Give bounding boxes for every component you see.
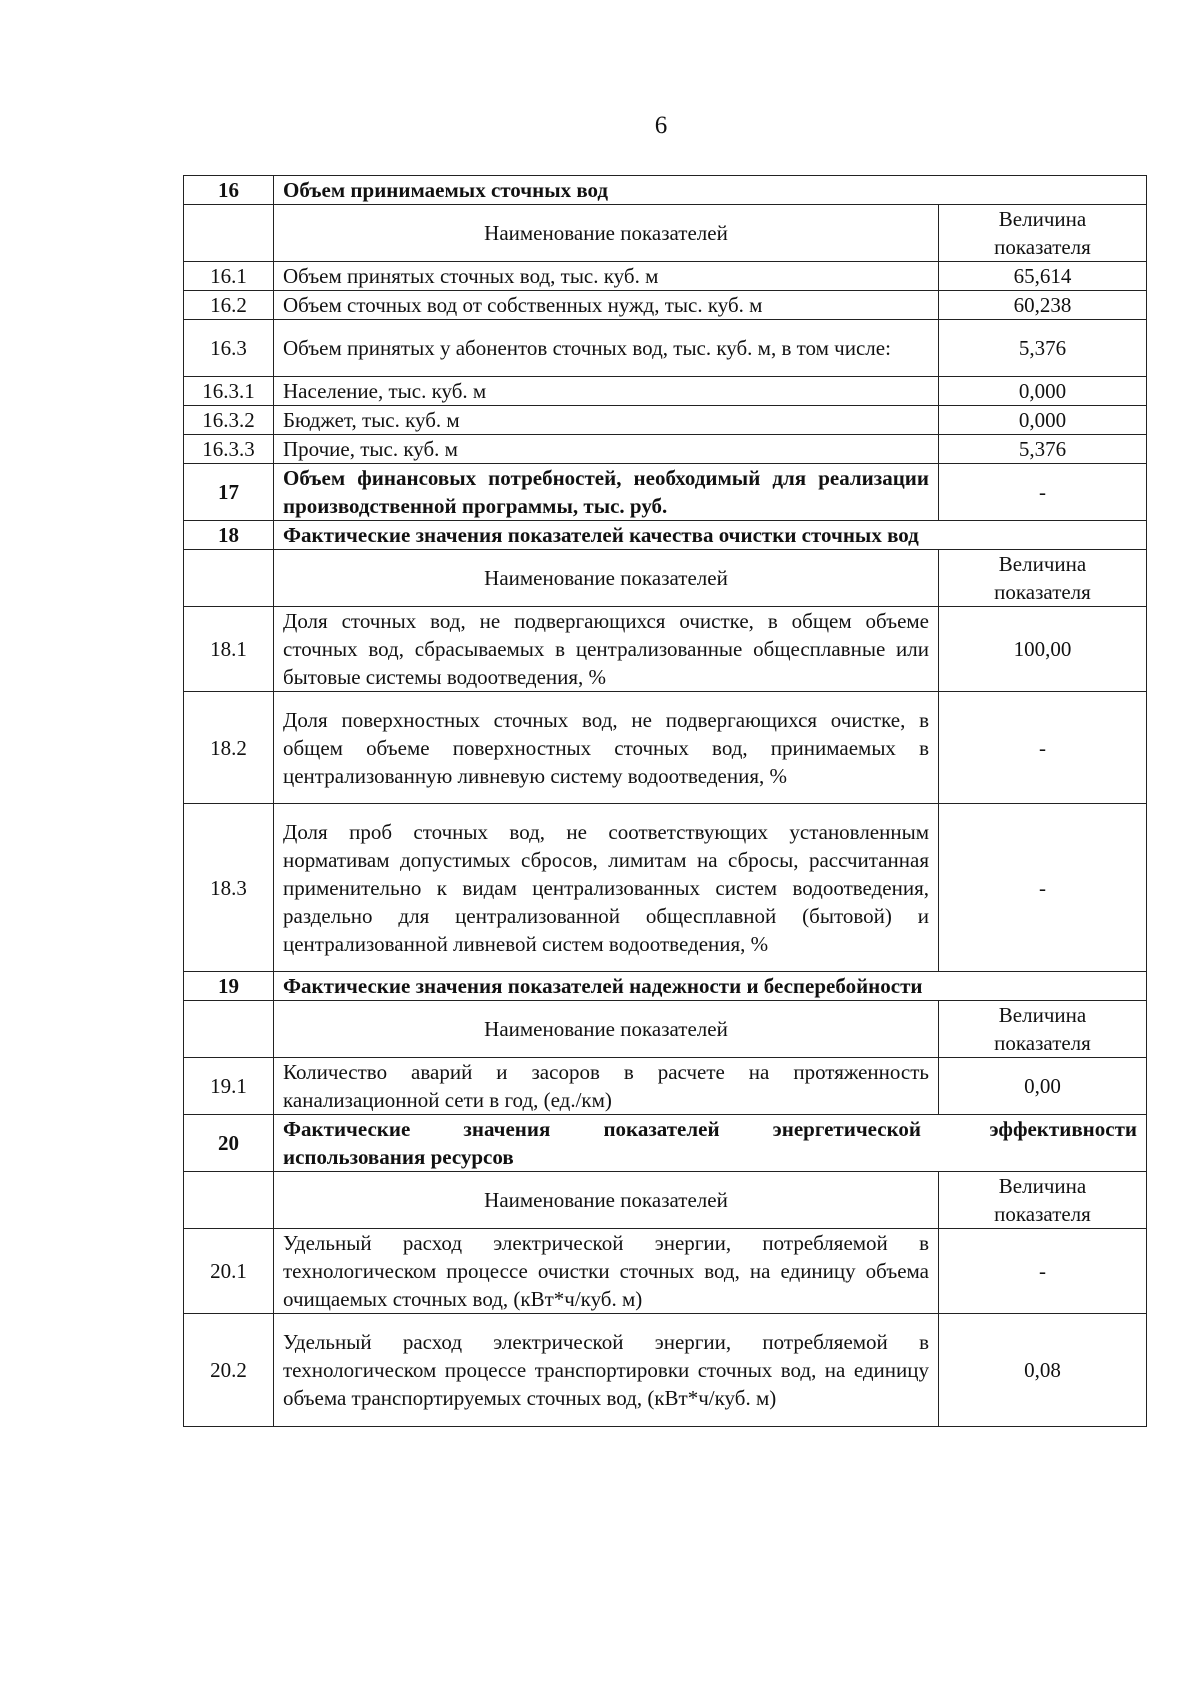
column-header-value: Величина показателя [939,1172,1147,1229]
section-number: 20 [184,1115,274,1172]
column-header-row [184,550,1147,607]
section-18-header [184,521,1147,550]
row-number: 16.3.3 [184,435,274,464]
section-title-line-2: использования ресурсов [283,1145,514,1169]
section-title: Фактические значения показателей качества очистки сточных вод [274,521,1147,550]
row-name: Бюджет, тыс. куб. м [274,406,939,435]
table-row [184,1058,1147,1115]
empty-cell [184,1001,274,1058]
section-20-header [184,1115,1147,1172]
row-number: 16.3 [184,320,274,377]
row-name: Удельный расход электрической энергии, потребляемой в технологическом процессе очистки сточных вод, на единицу объема очищаемых сточных вод, (кВт*ч/куб. м) [274,1229,939,1314]
row-name: Прочие, тыс. куб. м [274,435,939,464]
table-row [184,1229,1147,1314]
row-value: 0,000 [939,377,1147,406]
row-value: - [939,692,1147,804]
row-number: 18.2 [184,692,274,804]
row-value: 60,238 [939,291,1147,320]
row-value: 65,614 [939,262,1147,291]
section-number: 18 [184,521,274,550]
row-name: Количество аварий и засоров в расчете на протяженность канализационной сети в год, (ед./км) [274,1058,939,1115]
empty-cell [184,205,274,262]
row-value: - [939,1229,1147,1314]
table-row [184,1314,1147,1427]
section-title-part-2: эффективности [989,1117,1137,1141]
section-title: Объем принимаемых сточных вод [274,176,1147,205]
section-value: - [939,464,1147,521]
row-value: 5,376 [939,320,1147,377]
row-number: 18.1 [184,607,274,692]
table-row [184,320,1147,377]
row-number: 16.3.1 [184,377,274,406]
column-header-name: Наименование показателей [274,550,939,607]
column-header-name: Наименование показателей [274,1172,939,1229]
row-value: - [939,804,1147,972]
row-number: 20.2 [184,1314,274,1427]
row-number: 16.2 [184,291,274,320]
section-16-header [184,176,1147,205]
column-header-value: Величина показателя [939,550,1147,607]
table-row [184,262,1147,291]
row-number: 16.1 [184,262,274,291]
column-header-name: Наименование показателей [274,1001,939,1058]
row-name: Объем сточных вод от собственных нужд, тыс. куб. м [274,291,939,320]
row-name: Удельный расход электрической энергии, потребляемой в технологическом процессе транспортировки сточных вод, на единицу объема транспортируемых сточных вод, (кВт*ч/куб. м) [274,1314,939,1427]
table-row [184,406,1147,435]
row-name: Объем принятых сточных вод, тыс. куб. м [274,262,939,291]
table-row [184,435,1147,464]
section-title [274,1115,1147,1172]
column-header-value: Величина показателя [939,205,1147,262]
column-header-row [184,205,1147,262]
row-number: 19.1 [184,1058,274,1115]
table-row [184,692,1147,804]
row-number: 16.3.2 [184,406,274,435]
column-header-value: Величина показателя [939,1001,1147,1058]
row-value: 100,00 [939,607,1147,692]
table-row [184,804,1147,972]
empty-cell [184,1172,274,1229]
table-row [184,377,1147,406]
section-19-header [184,972,1147,1001]
row-name: Население, тыс. куб. м [274,377,939,406]
section-17-header [184,464,1147,521]
column-header-row [184,1172,1147,1229]
row-name: Доля поверхностных сточных вод, не подвергающихся очистке, в общем объеме поверхностных сточных вод, принимаемых в централизованную ливневую систему водоотведения, % [274,692,939,804]
indicators-table [183,175,1147,1427]
row-name: Объем принятых у абонентов сточных вод, тыс. куб. м, в том числе: [274,320,939,377]
column-header-name: Наименование показателей [274,205,939,262]
empty-cell [184,550,274,607]
section-number: 16 [184,176,274,205]
section-title: Объем финансовых потребностей, необходимый для реализации производственной программы, тыс. руб. [274,464,939,521]
table-row [184,607,1147,692]
row-value: 5,376 [939,435,1147,464]
section-number: 17 [184,464,274,521]
row-name: Доля сточных вод, не подвергающихся очистке, в общем объеме сточных вод, сбрасываемых в централизованные общесплавные или бытовые системы водоотведения, % [274,607,939,692]
row-value: 0,000 [939,406,1147,435]
row-value: 0,00 [939,1058,1147,1115]
column-header-row [184,1001,1147,1058]
row-name: Доля проб сточных вод, не соответствующих установленным нормативам допустимых сбросов, лимитам на сбросы, рассчитанная применительно к видам централизованных систем водоотведения, раздельно для централизованной общесплавной (бытовой) и централизованной ливневой систем водоотведения, % [274,804,939,972]
section-title-line-1 [283,1115,1137,1143]
page-number: 6 [654,112,668,139]
section-title-part-1: Фактические значения показателей энергетической [283,1117,921,1141]
row-number: 20.1 [184,1229,274,1314]
section-number: 19 [184,972,274,1001]
row-value: 0,08 [939,1314,1147,1427]
row-number: 18.3 [184,804,274,972]
table-row [184,291,1147,320]
section-title: Фактические значения показателей надежности и бесперебойности [274,972,1147,1001]
